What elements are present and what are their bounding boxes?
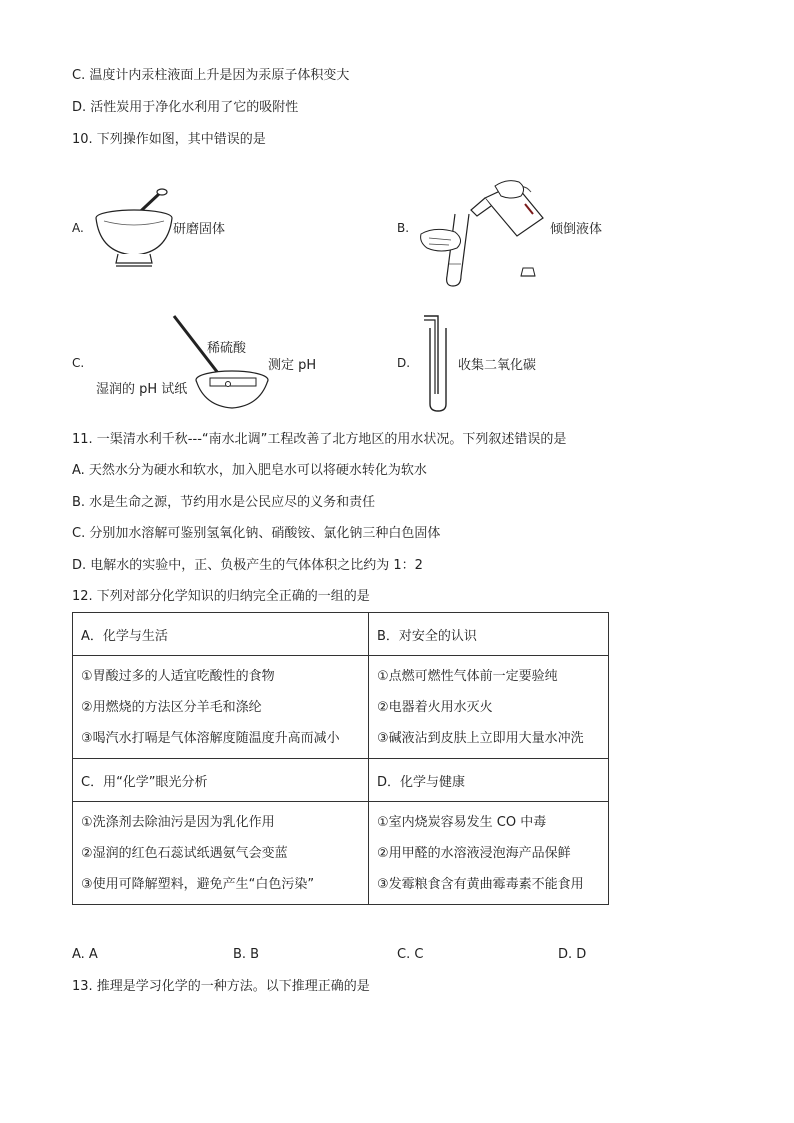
q13-stem: 13. 推理是学习化学的一种方法。以下推理正确的是 — [72, 979, 370, 994]
table-cell-b-items — [369, 656, 609, 759]
table-item: ①室内烧炭容易发生 CO 中毒 — [377, 814, 547, 830]
q11-stem: 11. 一渠清水利千秋---“南水北调”工程改善了北方地区的用水状况。下列叙述错误的是 — [72, 432, 567, 447]
q12-answer-d: D. D — [558, 947, 587, 962]
table-item: ②电器着火用水灭火 — [377, 699, 493, 715]
table-item: ③喝汽水打嗝是气体溶解度随温度升高而减小 — [81, 730, 340, 746]
table-cell-c-title: C．用“化学”眼光分析 — [73, 759, 369, 802]
table-item: ①胃酸过多的人适宜吃酸性的食物 — [81, 668, 275, 684]
table-item: ②湿润的红色石蕊试纸遇氨气会变蓝 — [81, 845, 288, 861]
table-item: ②用燃烧的方法区分羊毛和涤纶 — [81, 699, 262, 715]
q11-option-a: A. 天然水分为硬水和软水，加入肥皂水可以将硬水转化为软水 — [72, 463, 427, 478]
q12-answer-c: C. C — [397, 947, 424, 962]
q9-option-c: C. 温度计内汞柱液面上升是因为汞原子体积变大 — [72, 68, 350, 83]
q11-option-c: C. 分别加水溶解可鉴别氢氧化钠、硝酸铵、氯化钠三种白色固体 — [72, 526, 441, 541]
table-cell-c-items — [73, 802, 369, 905]
ph-test-image — [170, 312, 280, 412]
q11-option-d: D. 电解水的实验中，正、负极产生的气体体积之比约为 1：2 — [72, 558, 423, 573]
table-item: ①洗涤剂去除油污是因为乳化作用 — [81, 814, 275, 830]
pouring-liquid-image — [415, 178, 550, 290]
table-item: ①点燃可燃性气体前一定要验纯 — [377, 668, 558, 684]
q10-option-d-letter: D. — [397, 356, 411, 370]
q10-option-a-caption: 研磨固体 — [173, 222, 226, 237]
q10-option-b-caption: 倾倒液体 — [550, 222, 603, 237]
q12-knowledge-table — [72, 612, 609, 905]
q10-option-c-letter: C. — [72, 356, 85, 370]
q12-answer-a: A. A — [72, 947, 98, 962]
q9-option-d: D. 活性炭用于净化水利用了它的吸附性 — [72, 100, 299, 115]
q10-option-b-letter: B. — [397, 221, 410, 235]
q10-option-c-paper-label: 湿润的 pH 试纸 — [96, 382, 188, 397]
q12-stem: 12. 下列对部分化学知识的归纳完全正确的一组的是 — [72, 589, 370, 604]
q10-option-c-caption: 测定 pH — [268, 358, 317, 373]
q10-option-a-letter: A. — [72, 221, 84, 235]
q10-option-c-acid-label: 稀硫酸 — [207, 341, 247, 356]
table-cell-d-title: D．化学与健康 — [369, 759, 609, 802]
table-item: ②用甲醛的水溶液浸泡海产品保鲜 — [377, 845, 571, 861]
table-item: ③碱液沾到皮肤上立即用大量水冲洗 — [377, 730, 584, 746]
gas-collection-tube-image — [418, 312, 454, 414]
table-cell-d-items — [369, 802, 609, 905]
table-cell-b-title: B．对安全的认识 — [369, 613, 609, 656]
table-cell-a-items — [73, 656, 369, 759]
table-item: ③使用可降解塑料，避免产生“白色污染” — [81, 876, 315, 892]
table-cell-a-title: A．化学与生活 — [73, 613, 369, 656]
q10-stem: 10. 下列操作如图，其中错误的是 — [72, 132, 266, 147]
q12-answer-b: B. B — [233, 947, 260, 962]
table-item: ③发霉粮食含有黄曲霉毒素不能食用 — [377, 876, 584, 892]
q10-option-d-caption: 收集二氧化碳 — [458, 358, 537, 373]
mortar-pestle-image — [92, 185, 172, 270]
q11-option-b: B. 水是生命之源，节约用水是公民应尽的义务和责任 — [72, 495, 376, 510]
